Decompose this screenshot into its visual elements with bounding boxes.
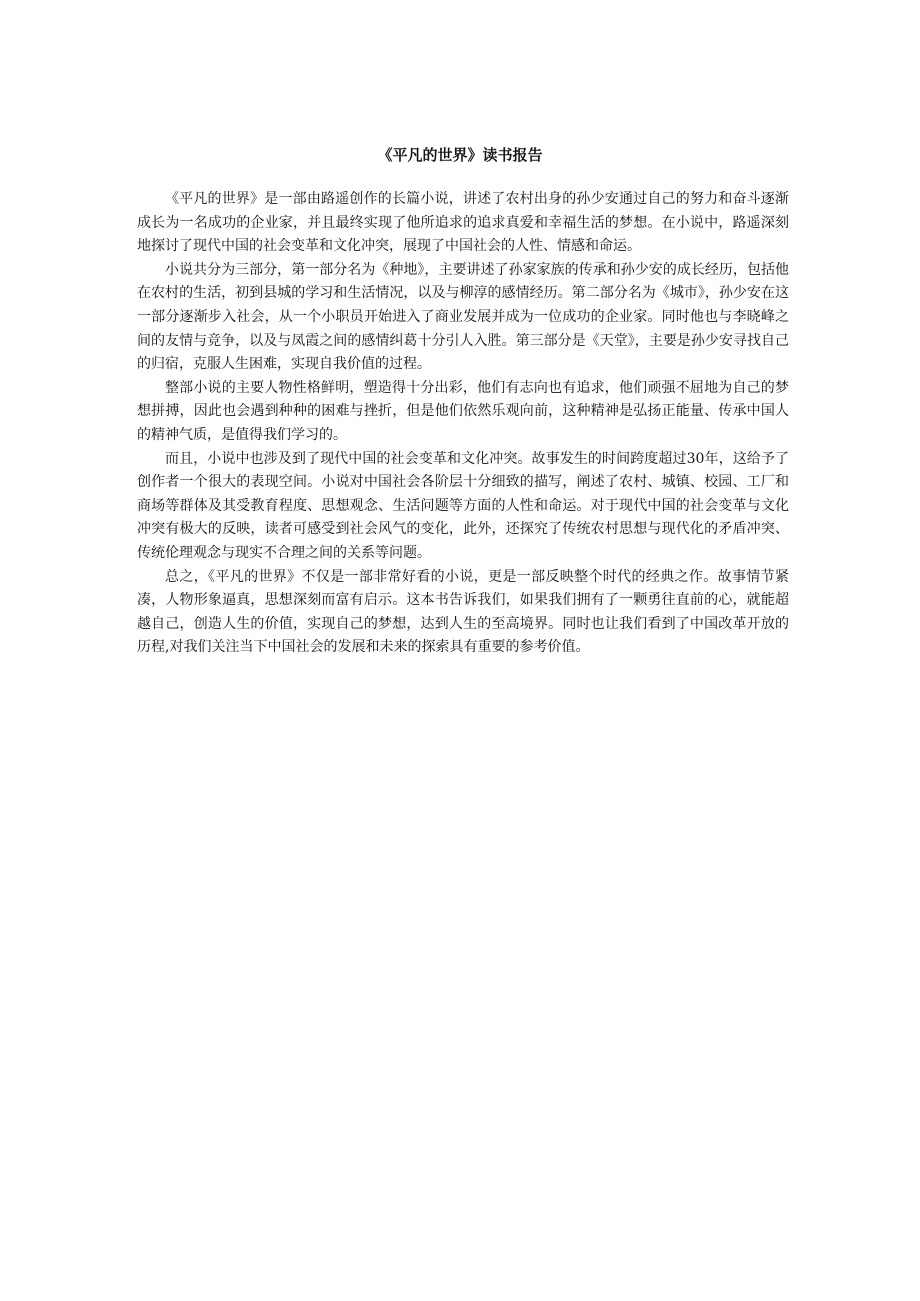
paragraph-characters: 整部小说的主要人物性格鲜明，塑造得十分出彩，他们有志向也有追求，他们顽强不屈地为自己的梦想拼搏，因此也会遇到种种的困难与挫折，但是他们依然乐观向前，这种精神是弘扬正能量、传承中国人的精神气质，是值得我们学习的。 xyxy=(137,379,789,443)
paragraph-conclusion: 总之，《平凡的世界》不仅是一部非常好看的小说，更是一部反映整个时代的经典之作。故事情节紧凑，人物形象逼真，思想深刻而富有启示。这本书告诉我们，如果我们拥有了一颗勇往直前的心，就能超越自己，创造人生的价值，实现自己的梦想，达到人生的至高境界。同时也让我们看到了中国改革开放的历程,对我们关注当下中国社会的发展和未来的探索具有重要的参考价值。 xyxy=(137,568,789,656)
paragraph-intro: 《平凡的世界》是一部由路遥创作的长篇小说，讲述了农村出身的孙少安通过自己的努力和奋斗逐渐成长为一名成功的企业家，并且最终实现了他所追求的追求真爱和幸福生活的梦想。在小说中，路遥深刻地探讨了现代中国的社会变革和文化冲突，展现了中国社会的人性、情感和命运。 xyxy=(137,191,789,255)
document-title: 《平凡的世界》读书报告 xyxy=(377,146,543,164)
paragraph-structure: 小说共分为三部分，第一部分名为《种地》，主要讲述了孙家家族的传承和孙少安的成长经历，包括他在农村的生活，初到县城的学习和生活情况，以及与柳淳的感情经历。第二部分名为《城市》，孙少安在这一部分逐渐步入社会，从一个小职员开始进入了商业发展并成为一位成功的企业家。同时他也与李晓峰之间的友情与竞争，以及与凤霞之间的感情纠葛十分引人入胜。第三部分是《天堂》，主要是孙少安寻找自己的归宿，克服人生困难，实现自我价值的过程。 xyxy=(137,261,789,373)
document-body xyxy=(137,188,789,660)
paragraph-society: 而且，小说中也涉及到了现代中国的社会变革和文化冲突。故事发生的时间跨度超过30年，这给予了创作者一个很大的表现空间。小说对中国社会各阶层十分细致的描写，阐述了农村、城镇、校园、工厂和商场等群体及其受教育程度、思想观念、生活问题等方面的人性和命运。对于现代中国的社会变革与文化冲突有极大的反映，读者可感受到社会风气的变化，此外，还探究了传统农村思想与现代化的矛盾冲突、传统伦理观念与现实不合理之间的关系等问题。 xyxy=(137,450,789,561)
